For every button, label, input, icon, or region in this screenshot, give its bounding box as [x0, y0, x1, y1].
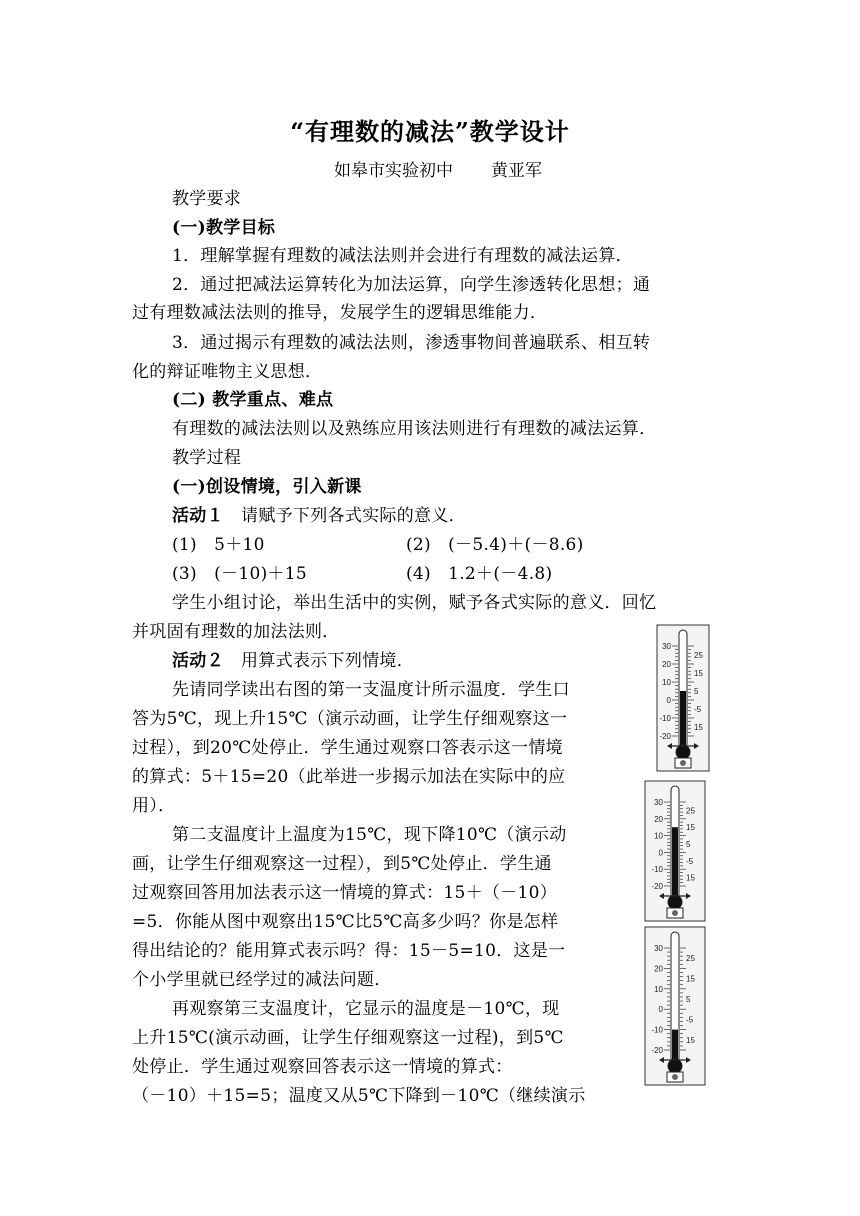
- mercury-column: [672, 1030, 678, 1062]
- scale-label: 15: [686, 873, 695, 883]
- scale-label: -10: [651, 865, 663, 875]
- scale-label: 10: [654, 831, 663, 841]
- paragraph-line: 过程），到20℃处停止．学生通过观察口答表示这一情境: [132, 738, 563, 758]
- paragraph-line: 的算式：5＋15=20（此举进一步揭示加法在实际中的应: [132, 767, 566, 787]
- activity-2: [172, 646, 414, 671]
- paragraph-line: 答为5℃，现上升15℃（演示动画，让学生仔细观察这一: [132, 709, 568, 729]
- scale-label: 20: [662, 660, 671, 669]
- scale-label: 15: [694, 723, 703, 732]
- activity-label: 活动２: [172, 651, 224, 671]
- subsection-heading: (一)教学目标: [172, 218, 276, 238]
- scale-label: 5: [686, 995, 691, 1004]
- scale-label: 0: [658, 1005, 663, 1015]
- subsection-heading: (一)创设情境，引入新课: [172, 477, 362, 497]
- scale-label: 0: [666, 696, 671, 705]
- exercise-item: (3) (－10)＋15: [172, 564, 308, 584]
- paragraph-line: 得出结论的？能用算式表示吗？得：15－5=10．这是一: [132, 941, 566, 961]
- paragraph-line: 处停止．学生通过观察回答表示这一情境的算式：: [132, 1057, 513, 1077]
- document-title: “有理数的减法”教学设计: [290, 117, 570, 146]
- scale-label: 5: [686, 840, 691, 849]
- scale-label: -5: [686, 1015, 694, 1025]
- scale-label: -20: [651, 1046, 663, 1055]
- scale-label: -5: [686, 856, 694, 866]
- paragraph-line: 过观察回答用加法表示这一情境的算式：15＋（－10）: [132, 883, 558, 903]
- mercury-column: [680, 691, 686, 748]
- scale-label: 30: [654, 798, 663, 807]
- paragraph-line: （－10）＋15=5；温度又从5℃下降到－10℃（继续演示: [132, 1086, 586, 1106]
- paragraph-line: 上升15℃(演示动画，让学生仔细观察这一过程)，到5℃: [132, 1028, 564, 1048]
- scale-label: 15: [686, 1035, 695, 1045]
- scale-label: 20: [654, 814, 663, 824]
- paragraph-line: 画，让学生仔细观察这一过程），到5℃处停止．学生通: [132, 854, 552, 874]
- activity-1: [172, 501, 466, 526]
- scale-label: 10: [662, 678, 671, 687]
- paragraph-line: 并巩固有理数的加法法则．: [132, 622, 340, 642]
- activity-text: 请赋予下列各式实际的意义．: [241, 506, 466, 526]
- exercise-item: (4) 1.2＋(－4.8): [406, 564, 553, 584]
- author-line: [334, 156, 542, 181]
- scale-label: 15: [686, 974, 695, 984]
- paragraph-line: 有理数的减法法则以及熟练应用该法则进行有理数的减法运算．: [172, 419, 657, 439]
- scale-label: 25: [686, 806, 695, 816]
- scale-label: 0: [658, 848, 663, 858]
- thermometer-figure-2: [644, 780, 706, 922]
- scale-label: -20: [659, 732, 671, 741]
- paragraph-line: 第二支温度计上温度为15℃，现下降10℃（演示动: [172, 825, 567, 845]
- paragraph-line: 个小学里就已经学过的减法问题．: [132, 970, 392, 990]
- paragraph-line: 先请同学读出右图的第一支温度计所示温度．学生口: [172, 680, 570, 700]
- activity-text: 用算式表示下列情境．: [241, 651, 415, 671]
- scale-label: 25: [686, 954, 695, 964]
- thermometer-figure-3: [644, 926, 706, 1086]
- scale-label: 20: [654, 964, 663, 974]
- scale-label: 30: [654, 944, 663, 953]
- scale-label: -20: [651, 882, 663, 891]
- paragraph-line: 化的辩证唯物主义思想．: [132, 362, 323, 382]
- scale-label: 30: [662, 642, 671, 651]
- scale-label: 25: [694, 651, 703, 660]
- paragraph-line: 2．通过把减法运算转化为加法运算，向学生渗透转化思想；通: [172, 275, 651, 295]
- author-name: 黄亚军: [491, 161, 542, 181]
- section-heading: 教学过程: [172, 448, 242, 468]
- scale-label: 15: [686, 823, 695, 833]
- exercise-item: (2) (－5.4)＋(－8.6): [406, 535, 584, 555]
- scale-label: 15: [694, 669, 703, 678]
- paragraph-line: 学生小组讨论，举出生活中的实例，赋予各式实际的意义．回忆: [172, 593, 657, 613]
- paragraph-line: =5．你能从图中观察出15℃比5℃高多少吗？你是怎样: [132, 912, 559, 932]
- scale-label: -10: [651, 1025, 663, 1035]
- paragraph-line: 过有理数减法法则的推导，发展学生的逻辑思维能力．: [132, 303, 548, 323]
- scale-label: -5: [694, 705, 702, 714]
- author-school: 如皋市实验初中: [334, 161, 453, 181]
- subsection-heading: (二) 教学重点、难点: [172, 390, 334, 410]
- thermometer-figure-1: [656, 624, 710, 772]
- scale-label: 10: [654, 984, 663, 994]
- paragraph-line: 1．理解掌握有理数的减法法则并会进行有理数的减法运算．: [172, 246, 633, 266]
- paragraph-line: 再观察第三支温度计，它显示的温度是－10℃，现: [172, 999, 560, 1019]
- exercise-item: (1) 5＋10: [172, 535, 265, 555]
- mercury-column: [672, 827, 678, 898]
- section-heading: 教学要求: [172, 189, 242, 209]
- scale-label: -10: [659, 714, 671, 723]
- scale-label: 5: [694, 687, 699, 696]
- activity-label: 活动１: [172, 506, 224, 526]
- paragraph-line: 用）．: [132, 796, 176, 816]
- paragraph-line: 3．通过揭示有理数的减法法则，渗透事物间普遍联系、相互转: [172, 333, 651, 353]
